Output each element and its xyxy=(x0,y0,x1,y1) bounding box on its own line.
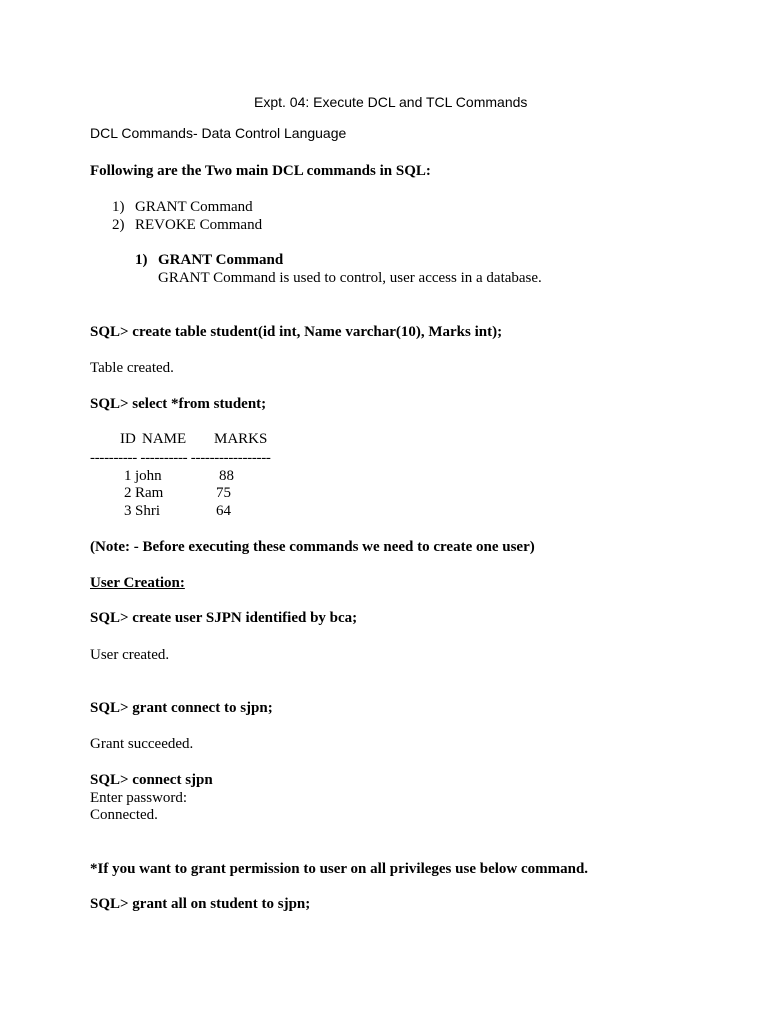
table-header-marks: MARKS xyxy=(214,431,268,447)
grant-section-heading: GRANT Command xyxy=(158,252,284,268)
output-table-created: Table created. xyxy=(90,360,174,376)
all-privileges-note: *If you want to grant permission to user on all privileges use below command. xyxy=(90,861,589,877)
sql-create-table: SQL> create table student(id int, Name varchar(10), Marks int); xyxy=(90,324,503,340)
output-user-created: User created. xyxy=(90,647,170,663)
intro-text: Following are the Two main DCL commands in SQL: xyxy=(90,163,431,179)
list-item-number: 1) xyxy=(112,199,125,215)
user-creation-heading: User Creation: xyxy=(90,575,185,591)
table-separator: ---------- ---------- ----------------- xyxy=(90,450,271,466)
output-enter-password: Enter password: xyxy=(90,790,188,806)
grant-section-description: GRANT Command is used to control, user access in a database. xyxy=(158,270,542,286)
sql-select: SQL> select *from student; xyxy=(90,396,267,412)
list-item-number: 2) xyxy=(112,217,125,233)
output-grant-succeeded: Grant succeeded. xyxy=(90,736,194,752)
sql-create-user: SQL> create user SJPN identified by bca; xyxy=(90,610,358,626)
sql-grant-connect: SQL> grant connect to sjpn; xyxy=(90,700,273,716)
list-item: REVOKE Command xyxy=(135,217,263,233)
table-header-name: NAME xyxy=(142,431,187,447)
sql-connect: SQL> connect sjpn xyxy=(90,772,213,788)
table-cell-name: Shri xyxy=(135,503,161,519)
table-cell-marks: 88 xyxy=(219,468,234,484)
sql-grant-all: SQL> grant all on student to sjpn; xyxy=(90,896,311,912)
table-cell-name: Ram xyxy=(135,485,164,501)
table-header-id: ID xyxy=(120,431,136,447)
output-connected: Connected. xyxy=(90,807,158,823)
table-cell-id: 1 xyxy=(124,468,132,484)
table-cell-marks: 64 xyxy=(216,503,231,519)
section-heading: DCL Commands- Data Control Language xyxy=(90,125,347,141)
table-cell-name: john xyxy=(135,468,162,484)
note-text: (Note: - Before executing these commands we need to create one user) xyxy=(90,539,535,555)
table-cell-id: 2 xyxy=(124,485,132,501)
list-item: GRANT Command xyxy=(135,199,253,215)
grant-section-number: 1) xyxy=(135,252,148,268)
table-cell-marks: 75 xyxy=(216,485,231,501)
table-cell-id: 3 xyxy=(124,503,132,519)
page-title: Expt. 04: Execute DCL and TCL Commands xyxy=(254,94,528,110)
